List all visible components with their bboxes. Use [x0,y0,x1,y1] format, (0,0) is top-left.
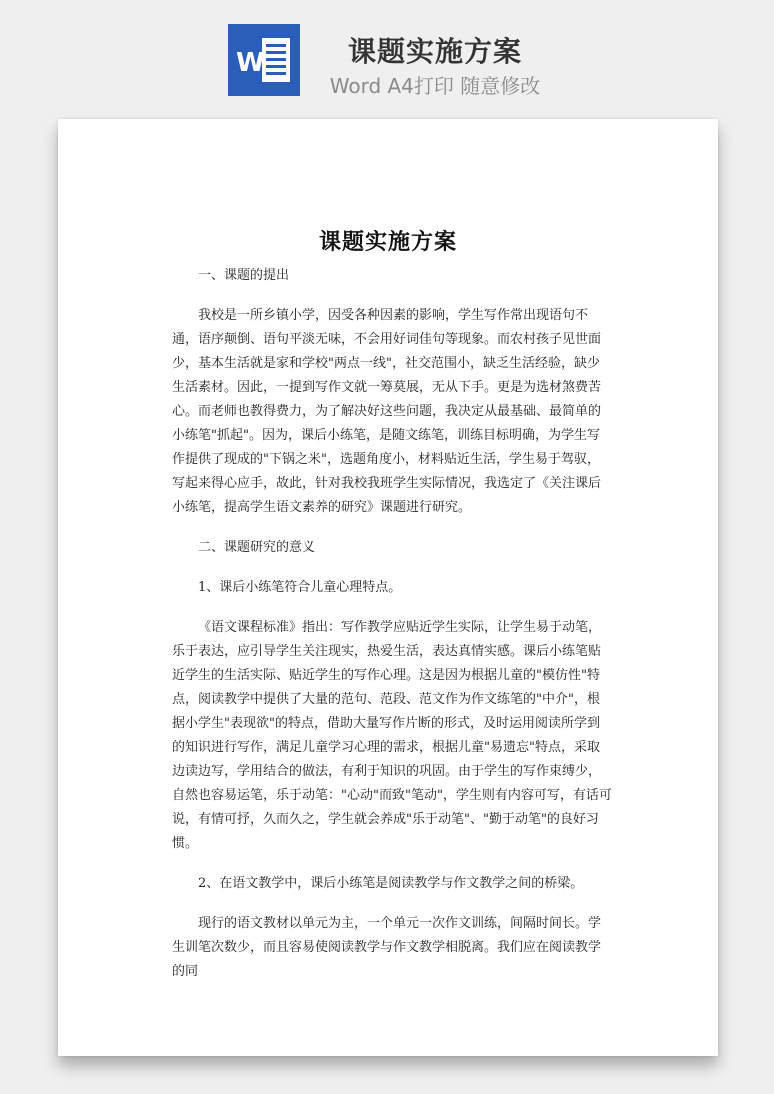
subsection-heading: 2、在语文教学中，课后小练笔是阅读教学与作文教学之间的桥梁。 [198,876,584,891]
word-icon [228,24,300,96]
banner-subtitle: Word A4打印 随意修改 [329,74,541,98]
paragraph: 《语文课程标准》指出：写作教学应贴近学生实际，让学生易于动笔，乐于表达，应引导学生关注现实，热爱生活，表达真情实感。课后小练笔贴近学生的生活实际、贴近学生的写作心理。这是因为根据儿童的"模仿性"特点，阅读教学中提供了大量的范句、范段、范文作为作文练笔的"中介"，根据小学生"表现欲"的特点，借助大量写作片断的形式，及时运用阅读所学到的知识进行写作，满足儿童学习心理的需求，根据儿童"易遗忘"特点，采取边读边写，学用结合的做法，有利于知识的巩固。由于学生的写作束缚少，自然也容易运笔，乐于动笔："心动"而致"笔动"，学生则有内容可写，有话可说，有情可抒，久而久之，学生就会养成"乐于动笔"、"勤于动笔"的良好习惯。 [172,620,612,851]
document-page [58,119,718,1056]
section-heading: 一、课题的提出 [198,268,290,283]
section-heading: 二、课题研究的意义 [198,540,316,555]
document-title: 课题实施方案 [318,229,457,255]
paragraph: 现行的语文教材以单元为主，一个单元一次作文训练，间隔时间长。学生训笔次数少，而且容易使阅读教学与作文教学相脱离。我们应在阅读教学的同 [172,916,602,979]
banner [0,0,774,110]
document-body [172,264,612,984]
subsection-heading: 1、课后小练笔符合儿童心理特点。 [198,580,402,595]
word-icon-letter: W [236,48,265,78]
paragraph: 我校是一所乡镇小学，因受各种因素的影响，学生写作常出现语句不通，语序颠倒、语句平淡无味，不会用好词佳句等现象。而农村孩子见世面少，基本生活就是家和学校"两点一线"，社交范围小，缺乏生活经验，缺少生活素材。因此，一提到写作文就一筹莫展，无从下手。更是为选材煞费苦心。而老师也教得费力，为了解决好这些问题，我决定从最基础、最简单的小练笔"抓起"。因为，课后小练笔，是随文练笔，训练目标明确，为学生写作提供了现成的"下锅之米"，选题角度小，材料贴近生活，学生易于驾驭，写起来得心应手，故此，针对我校我班学生实际情况，我选定了《关注课后小练笔，提高学生语文素养的研究》课题进行研究。 [172,308,602,515]
banner-title: 课题实施方案 [347,35,522,68]
